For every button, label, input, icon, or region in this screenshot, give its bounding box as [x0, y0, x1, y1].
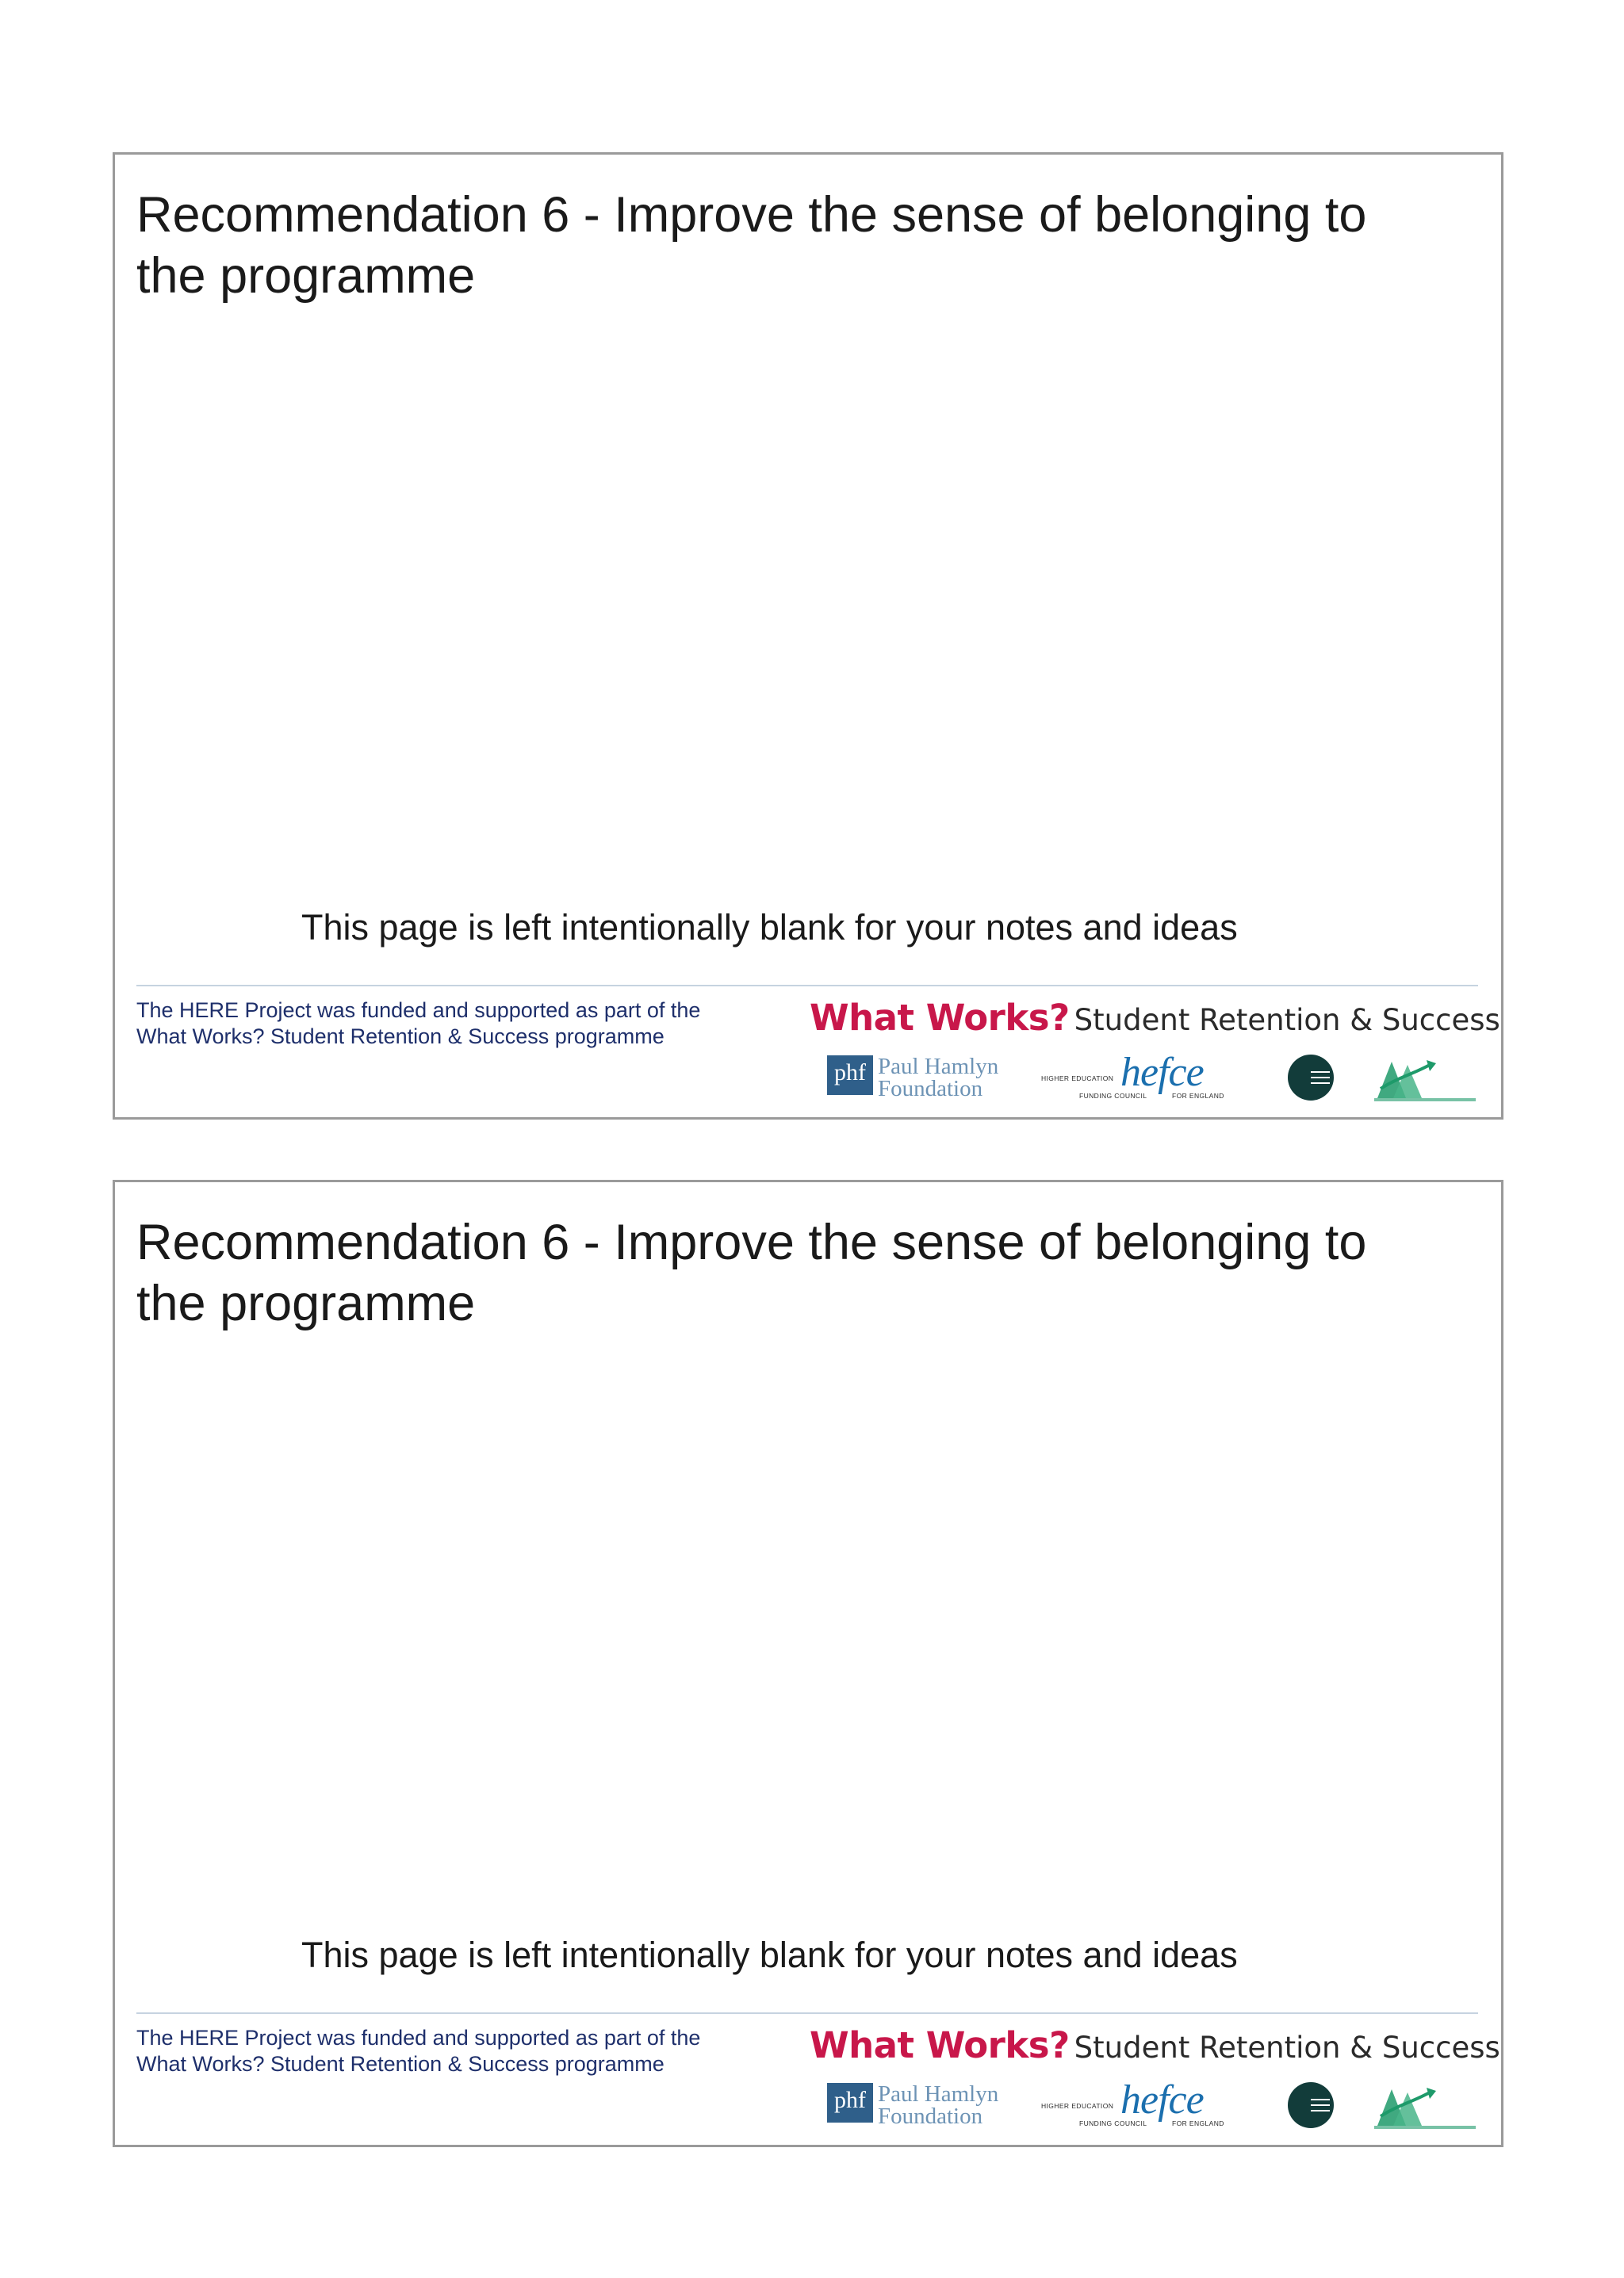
partner-logos	[827, 1050, 1485, 1109]
funding-line-1: The HERE Project was funded and supported as part of the	[136, 2026, 701, 2050]
partner-logos	[827, 2077, 1485, 2137]
what-works-subtitle: Student Retention & Success	[1074, 2031, 1500, 2065]
footer-divider	[136, 985, 1478, 986]
hefce-label-bottom-left: FUNDING COUNCIL	[1079, 1092, 1147, 1100]
phf-name-line-1: Paul Hamlyn	[878, 1054, 999, 1079]
action-on-access-logo	[1374, 2081, 1477, 2132]
notes-placeholder-text: This page is left intentionally blank for your notes and ideas	[301, 1935, 1238, 1975]
funding-line-2: What Works? Student Retention & Success programme	[136, 1024, 665, 1048]
phf-name-line-1: Paul Hamlyn	[878, 2081, 999, 2107]
hefce-wordmark: hefce	[1120, 1050, 1204, 1095]
funding-line-1: The HERE Project was funded and supported as part of the	[136, 998, 701, 1022]
notes-placeholder-text: This page is left intentionally blank for your notes and ideas	[301, 907, 1238, 948]
higher-education-academy-logo	[1287, 2081, 1335, 2129]
what-works-subtitle: Student Retention & Success	[1074, 1003, 1500, 1037]
hefce-label-left: HIGHER EDUCATION	[1041, 2102, 1114, 2110]
what-works-bold-text: What Works?	[810, 2024, 1070, 2066]
funding-statement	[136, 2025, 810, 2077]
hefce-logo	[1041, 2077, 1224, 2138]
hefce-label-bottom-right: FOR ENGLAND	[1172, 1092, 1224, 1100]
higher-education-academy-logo	[1287, 1054, 1335, 1101]
slide-title: Recommendation 6 - Improve the sense of belonging to the programme	[136, 1215, 1367, 1331]
paul-hamlyn-foundation-logo	[827, 2083, 998, 2127]
slide-1	[113, 152, 1503, 1120]
phf-name-line-2: Foundation	[878, 1076, 983, 1101]
hefce-wordmark: hefce	[1120, 2077, 1204, 2123]
phf-name-line-2: Foundation	[878, 2104, 983, 2129]
hefce-label-bottom-right: FOR ENGLAND	[1172, 2119, 1224, 2127]
action-on-access-logo	[1374, 1054, 1477, 1105]
what-works-logo	[810, 2024, 1500, 2066]
what-works-logo	[810, 997, 1500, 1039]
footer-divider	[136, 2012, 1478, 2014]
phf-mark: phf	[827, 2083, 873, 2123]
paul-hamlyn-foundation-logo	[827, 1055, 998, 1100]
slide-2	[113, 1180, 1503, 2147]
phf-mark: phf	[827, 1055, 873, 1095]
funding-line-2: What Works? Student Retention & Success programme	[136, 2052, 665, 2076]
hefce-label-left: HIGHER EDUCATION	[1041, 1074, 1114, 1082]
funding-statement	[136, 997, 810, 1050]
hefce-label-bottom-left: FUNDING COUNCIL	[1079, 2119, 1147, 2127]
hefce-logo	[1041, 1050, 1224, 1111]
what-works-bold-text: What Works?	[810, 997, 1070, 1039]
slide-title: Recommendation 6 - Improve the sense of belonging to the programme	[136, 187, 1367, 304]
